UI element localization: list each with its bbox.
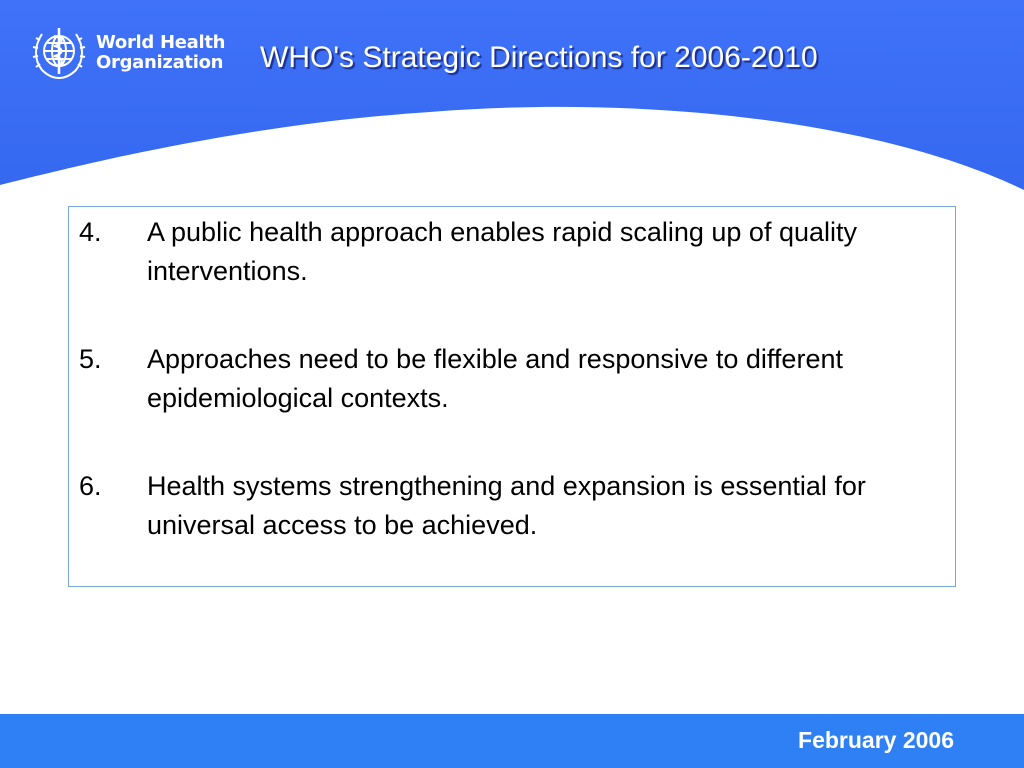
logo-line-1: World Health [96, 32, 226, 53]
who-emblem-icon [28, 22, 90, 84]
logo-line-2: Organization [96, 52, 224, 73]
item-text: Approaches need to be flexible and responsive to different epidemiological contexts. [147, 344, 843, 413]
footer-date: February 2006 [798, 727, 954, 753]
item-number: 6. [79, 471, 102, 501]
who-logo-text [96, 33, 225, 73]
slide-title: WHO's Strategic Directions for 2006-2010 [260, 41, 818, 74]
list-item [79, 467, 949, 545]
item-number: 5. [79, 344, 102, 374]
list-item [79, 213, 949, 291]
item-text: Health systems strengthening and expansion is essential for universal access to be achieved. [147, 471, 866, 540]
list-item [79, 340, 949, 418]
content-box [68, 206, 956, 587]
footer-bar [0, 714, 1024, 768]
item-text: A public health approach enables rapid scaling up of quality interventions. [147, 217, 857, 286]
who-logo [28, 20, 228, 86]
item-number: 4. [79, 217, 102, 247]
strategic-points-list [79, 213, 949, 594]
